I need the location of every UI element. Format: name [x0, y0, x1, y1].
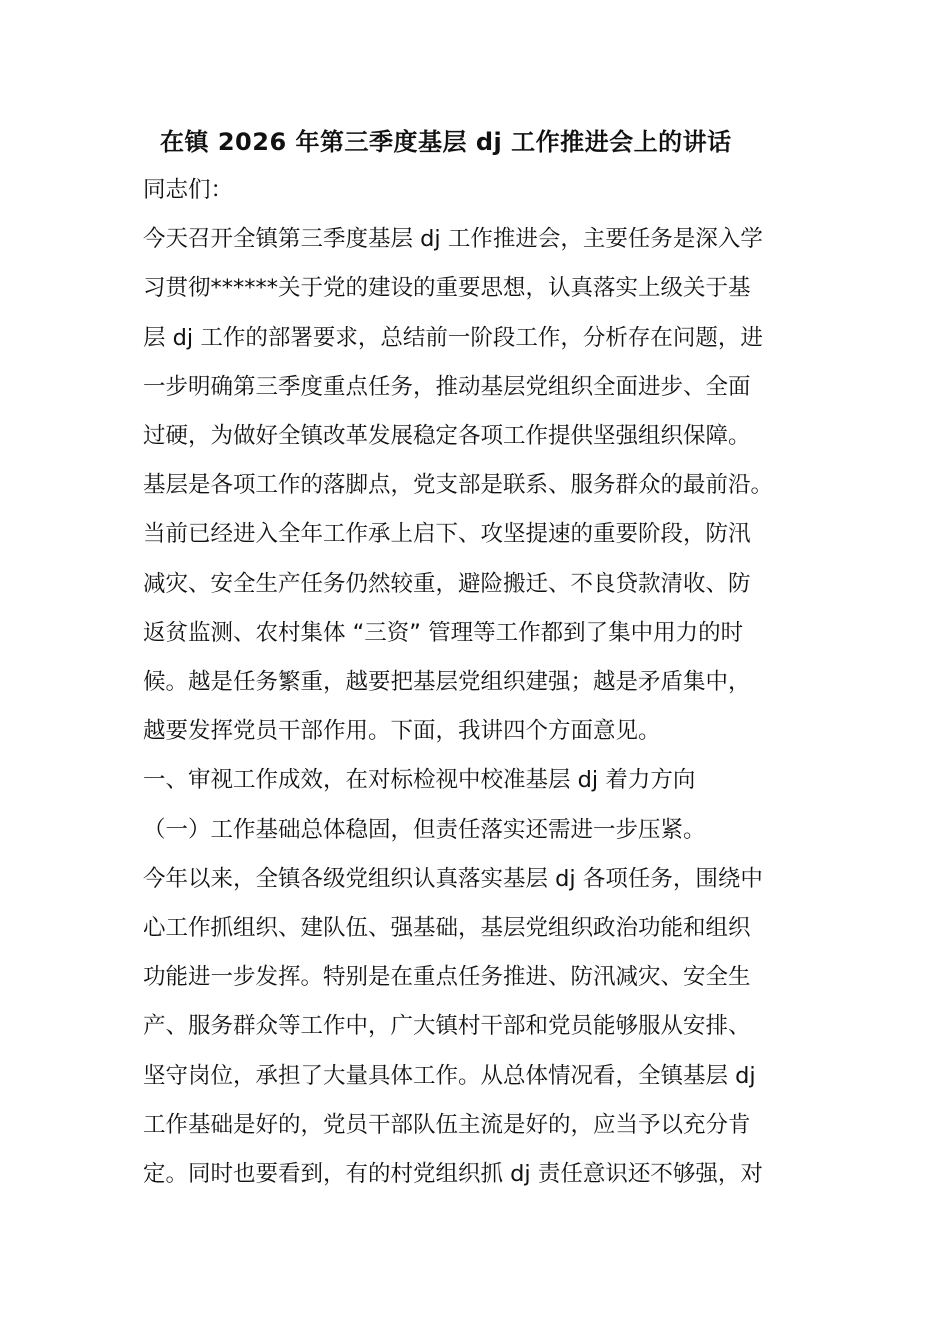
document-title: 在镇 2026 年第三季度基层 dj 工作推进会上的讲话 [160, 128, 732, 156]
body-line: 产、服务群众等工作中，广大镇村干部和党员能够服从安排、 [143, 1013, 751, 1040]
body-line: （一）工作基础总体稳固，但责任落实还需进一步压紧。 [143, 816, 706, 843]
body-line: 今年以来，全镇各级党组织认真落实基层 dj 各项任务，围绕中 [143, 865, 763, 892]
body-line: 一、审视工作成效，在对标检视中校准基层 dj 着力方向 [143, 767, 696, 794]
body-line: 今天召开全镇第三季度基层 dj 工作推进会，主要任务是深入学 [143, 226, 763, 253]
body-line: 坚守岗位，承担了大量具体工作。从总体情况看，全镇基层 dj [143, 1062, 756, 1089]
body-line: 减灾、安全生产任务仍然较重，避险搬迁、不良贷款清收、防 [143, 570, 751, 597]
body-line: 层 dj 工作的部署要求，总结前一阶段工作，分析存在问题，进 [143, 324, 763, 351]
body-line: 候。越是任务繁重，越要把基层党组织建强；越是矛盾集中， [143, 669, 751, 695]
body-line: 习贯彻******关于党的建设的重要思想，认真落实上级关于基 [143, 275, 751, 302]
body-line: 当前已经进入全年工作承上启下、攻坚提速的重要阶段，防汛 [143, 521, 751, 548]
body-line: 过硬，为做好全镇改革发展稳定各项工作提供坚强组织保障。 [143, 423, 751, 449]
body-line: 心工作抓组织、建队伍、强基础，基层党组织政治功能和组织 [143, 915, 751, 941]
body-line: 工作基础是好的，党员干部队伍主流是好的，应当予以充分肯 [143, 1111, 751, 1138]
body-line: 基层是各项工作的落脚点，党支部是联系、服务群众的最前沿。 [143, 472, 774, 499]
body-line: 定。同时也要看到，有的村党组织抓 dj 责任意识还不够强，对 [143, 1161, 763, 1187]
body-line: 一步明确第三季度重点任务，推动基层党组织全面进步、全面 [143, 373, 751, 400]
body-line: 返贫监测、农村集体 “三资” 管理等工作都到了集中用力的时 [143, 619, 744, 646]
body-line: 功能进一步发挥。特别是在重点任务推进、防汛减灾、安全生 [143, 964, 751, 991]
salutation: 同志们： [143, 177, 234, 203]
body-line: 越要发挥党员干部作用。下面，我讲四个方面意见。 [143, 718, 661, 745]
